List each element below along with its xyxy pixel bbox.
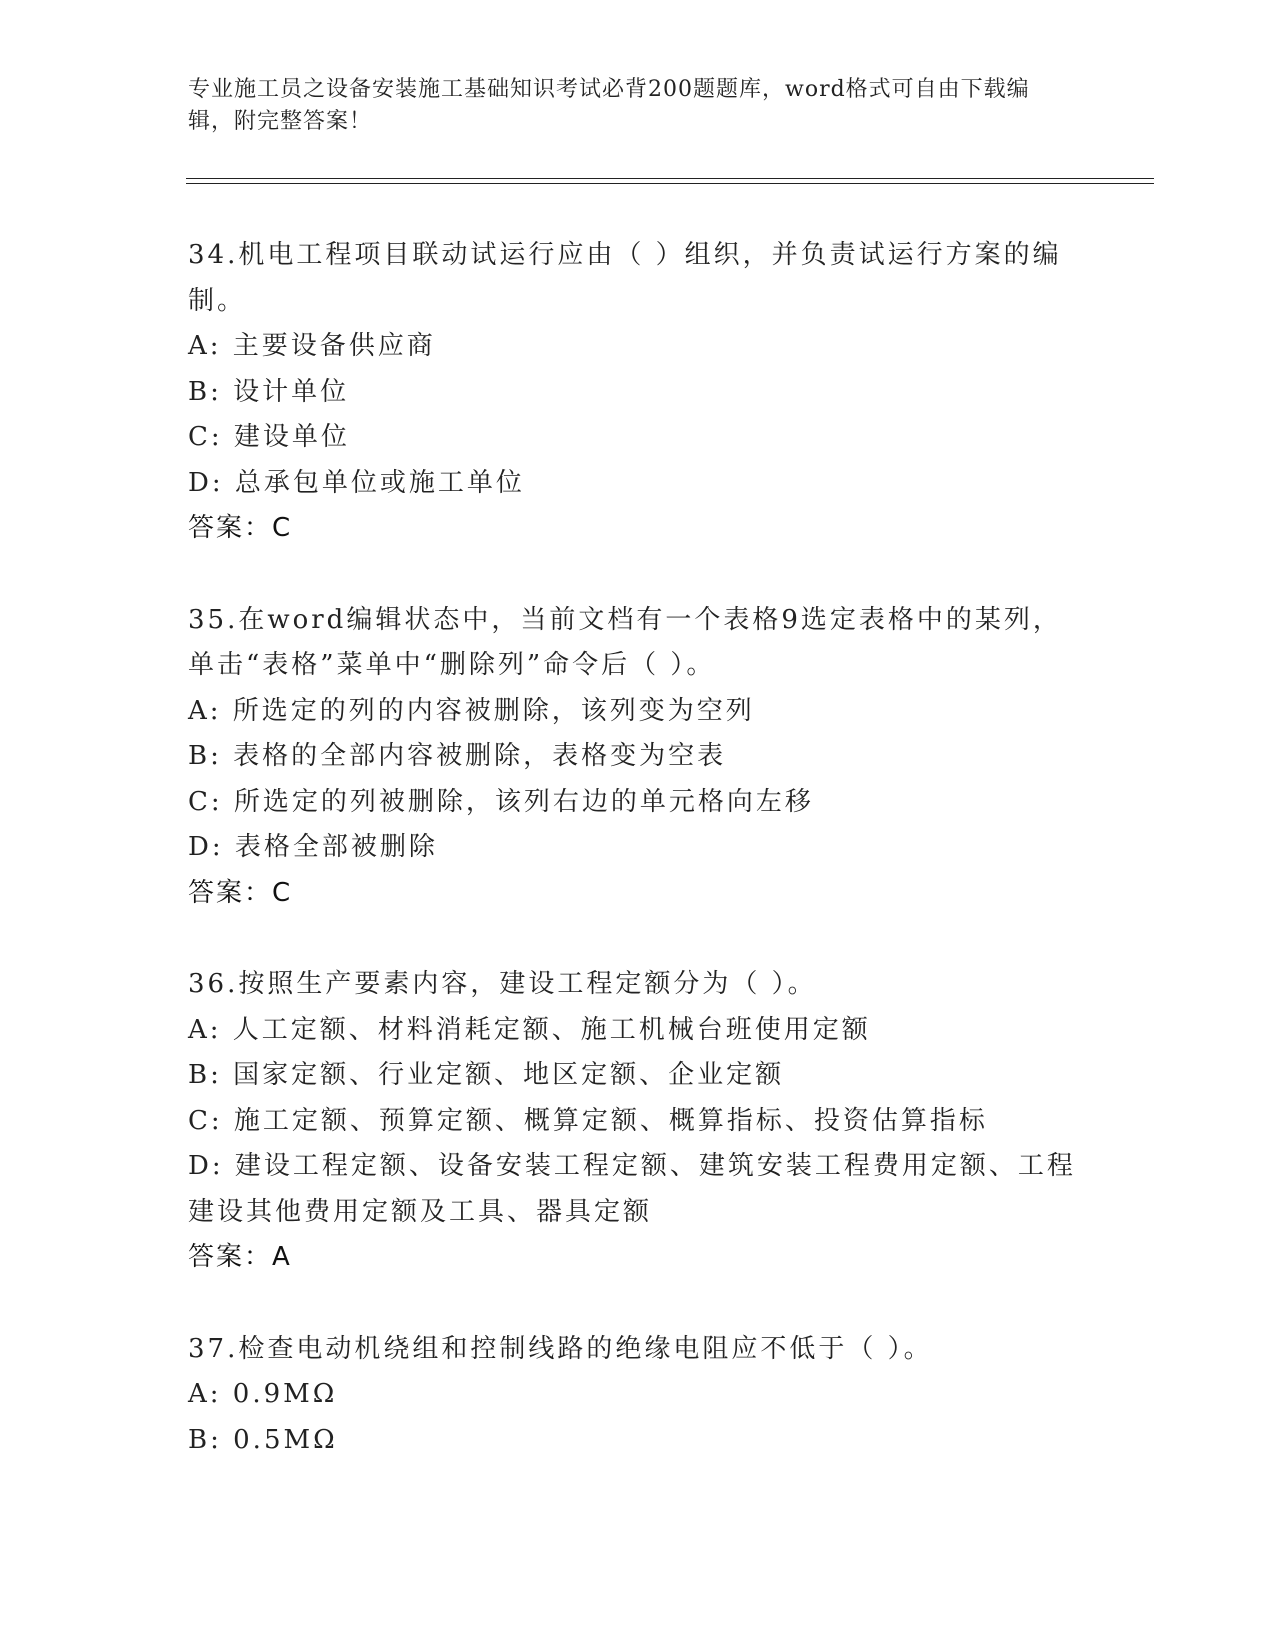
question-stem-line: 34.机电工程项目联动试运行应由（ ）组织，并负责试运行方案的编: [188, 240, 1062, 270]
answer-label: 答案：C: [188, 877, 293, 908]
question-35: [188, 598, 1078, 917]
question-stem-line: 制。: [188, 285, 247, 316]
option-d: D: 建设工程定额、设备安装工程定额、建筑安装工程费用定额、工程: [188, 1151, 1076, 1181]
question-36: [188, 962, 1078, 1281]
question-stem-line: 36.按照生产要素内容，建设工程定额分为（ ）。: [188, 969, 817, 999]
option-b: B: 设计单位: [188, 376, 350, 407]
question-34: [188, 233, 1078, 552]
document-title: 专业施工员之设备安装施工基础知识考试必背200题题库，word格式可自由下载编辑，附完整答案！: [188, 77, 1030, 134]
answer-label: 答案：C: [188, 513, 293, 543]
option-a: A: 人工定额、材料消耗定额、施工机械台班使用定额: [188, 1014, 871, 1045]
question-stem-line: 37.检查电动机绕组和控制线路的绝缘电阻应不低于（ ）。: [188, 1333, 933, 1364]
option-a: A: 主要设备供应商: [188, 331, 436, 361]
question-stem-line: 单击“表格”菜单中“删除列”命令后（ ）。: [188, 650, 716, 680]
question-list: [188, 233, 1078, 1509]
header-divider-top: [186, 178, 1154, 179]
header-divider-bottom: [186, 183, 1154, 184]
question-37: [188, 1327, 1078, 1464]
option-a: A: 所选定的列的内容被删除，该列变为空列: [188, 695, 755, 726]
option-d-continued: 建设其他费用定额及工具、器具定额: [188, 1196, 653, 1227]
option-b: B: 0.5MΩ: [188, 1424, 338, 1455]
option-c: C: 所选定的列被删除，该列右边的单元格向左移: [188, 786, 814, 817]
document-header: [188, 74, 1068, 138]
option-c: C: 施工定额、预算定额、概算定额、概算指标、投资估算指标: [188, 1105, 988, 1136]
option-b: B: 国家定额、行业定额、地区定额、企业定额: [188, 1060, 785, 1090]
option-b: B: 表格的全部内容被删除，表格变为空表: [188, 741, 727, 771]
answer-label: 答案：A: [188, 1242, 292, 1272]
option-a: A: 0.9MΩ: [188, 1379, 338, 1409]
option-c: C: 建设单位: [188, 422, 350, 452]
option-d: D: 表格全部被删除: [188, 832, 438, 862]
option-d: D: 总承包单位或施工单位: [188, 467, 525, 498]
question-stem-line: 35.在word编辑状态中，当前文档有一个表格9选定表格中的某列，: [188, 604, 1062, 635]
